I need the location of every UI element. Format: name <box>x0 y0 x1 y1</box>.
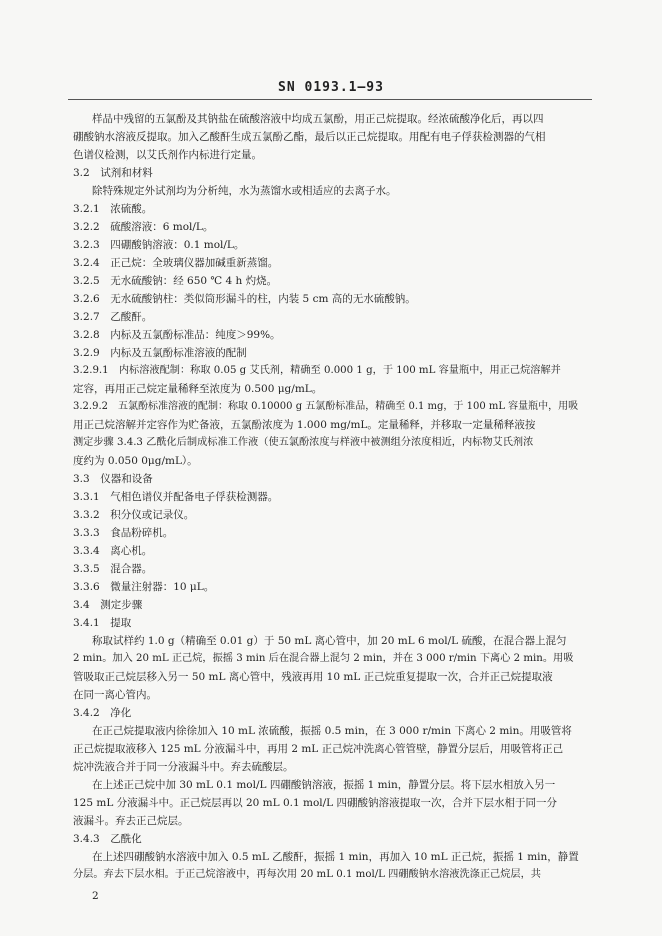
body-line: 125 mL 分液漏斗中。正己烷层再以 20 mL 0.1 mol/L 四硼酸钠溶液提取一次，合并下层水相于同一分 <box>73 797 557 809</box>
subsection-heading: 3.4.3 乙酰化 <box>73 833 142 845</box>
clause-item: 3.2.6 无水硫酸钠柱：类似筒形漏斗的柱，内装 5 cm 高的无水硫酸钠。 <box>73 293 416 305</box>
body-line: 度约为 0.050 0μg/mL）。 <box>73 455 198 467</box>
body-line: 测定步骤 3.4.3 乙酰化后制成标准工作液（使五氯酚浓度与样液中被测组分浓度相近，内标物艾氏剂浓 <box>73 437 534 448</box>
clause-item: 3.3.1 气相色谱仪并配备电子俘获检测器。 <box>73 491 279 503</box>
clause-item: 3.2.9.2 五氯酚标准溶液的配制：称取 0.10000 g 五氯酚标准品，精确至 0.1 mg，于 100 mL 容量瓶中，用吸 <box>73 401 579 412</box>
clause-item: 3.2.1 浓硫酸。 <box>73 203 153 215</box>
clause-item: 3.2.9.1 内标溶液配制：称取 0.05 g 艾氏剂，精确至 0.000 1 g，于 100 mL 容量瓶中，用正己烷溶解并 <box>73 365 561 376</box>
header-rule <box>68 99 592 100</box>
clause-item: 3.3.4 离心机。 <box>73 545 153 557</box>
clause-item: 3.2.8 内标及五氯酚标准品：纯度＞99%。 <box>73 329 281 341</box>
body-line: 液漏斗。弃去正己烷层。 <box>73 815 189 827</box>
clause-item: 3.2.4 正己烷：全玻璃仪器加碱重新蒸馏。 <box>73 257 279 269</box>
section-heading: 3.2 试剂和材料 <box>73 167 153 179</box>
clause-item: 3.2.2 硫酸溶液：6 mol/L。 <box>73 221 214 233</box>
clause-item: 3.2.5 无水硫酸钠：经 650 ℃ 4 h 灼烧。 <box>73 275 278 287</box>
clause-item: 3.2.3 四硼酸钠溶液：0.1 mol/L。 <box>73 239 245 251</box>
body-line: 称取试样约 1.0 g（精确至 0.01 g）于 50 mL 离心管中，加 20 mL 6 mol/L 硫酸，在混合器上混匀 <box>92 635 567 647</box>
section-heading: 3.3 仪器和设备 <box>73 473 153 485</box>
clause-item: 3.3.6 微量注射器：10 μL。 <box>73 581 215 593</box>
body-line: 在上述四硼酸钠水溶液中加入 0.5 mL 乙酸酐，振摇 1 min，再加入 10 mL 正己烷，振摇 1 min，静置 <box>92 851 579 863</box>
clause-item: 3.3.5 混合器。 <box>73 563 153 575</box>
body-line: 分层。弃去下层水相。于正己烷溶液中，再每次用 20 mL 0.1 mol/L 四硼酸钠水溶液洗涤正己烷层，共 <box>73 869 541 880</box>
body-line: 2 min。加入 20 mL 正己烷，振摇 3 min 后在混合器上混匀 2 min，并在 3 000 r/min 下离心 2 min。用吸 <box>73 653 574 664</box>
clause-item: 3.3.3 食品粉碎机。 <box>73 527 174 539</box>
clause-item: 3.2.9 内标及五氯酚标准溶液的配制 <box>73 347 247 359</box>
body-line: 在上述正己烷中加 30 mL 0.1 mol/L 四硼酸钠溶液，振摇 1 min，静置分层。将下层水相放入另一 <box>92 779 556 791</box>
section-heading: 3.4 测定步骤 <box>73 599 143 611</box>
body-line: 在同一离心管内。 <box>73 689 157 701</box>
standard-number-header: SN 0193.1—93 <box>278 80 384 95</box>
body-line: 样品中残留的五氯酚及其钠盐在硫酸溶液中均成五氯酚，用正己烷提取。经浓硫酸净化后，再以四 <box>92 113 544 125</box>
clause-item: 3.2.7 乙酸酐。 <box>73 311 153 323</box>
body-line: 定容，再用正己烷定量稀释至浓度为 0.500 μg/mL。 <box>73 383 323 395</box>
subsection-heading: 3.4.2 净化 <box>73 707 132 719</box>
body-line: 烷冲洗液合并于同一分液漏斗中。弃去硫酸层。 <box>73 761 294 773</box>
body-line: 用正己烷溶解并定容作为贮备液，五氯酚浓度为 1.000 mg/mL。定量稀释，并移取一定量稀释液按 <box>73 419 536 431</box>
body-line: 色谱仪检测，以艾氏剂作内标进行定量。 <box>73 149 262 161</box>
body-line: 管吸取正己烷层移入另一 50 mL 离心管中，残液再用 10 mL 正己烷重复提取一次，合并正己烷提取液 <box>73 671 553 683</box>
body-line: 正己烷提取液移入 125 mL 分液漏斗中，再用 2 mL 正己烷冲洗离心管管壁，静置分层后，用吸管将正己 <box>73 743 564 755</box>
clause-item: 3.3.2 积分仪或记录仪。 <box>73 509 195 521</box>
body-line: 除特殊规定外试剂均为分析纯，水为蒸馏水或相适应的去离子水。 <box>92 185 397 197</box>
page-number: 2 <box>92 890 99 902</box>
body-line: 在正己烷提取液内徐徐加入 10 mL 浓硫酸，振摇 0.5 min，在 3 000 r/min 下离心 2 min。用吸管将 <box>92 725 572 737</box>
subsection-heading: 3.4.1 提取 <box>73 617 132 629</box>
body-line: 硼酸钠水溶液反提取。加入乙酸酐生成五氯酚乙酯，最后以正己烷提取。用配有电子俘获检测器的气相 <box>73 131 546 143</box>
